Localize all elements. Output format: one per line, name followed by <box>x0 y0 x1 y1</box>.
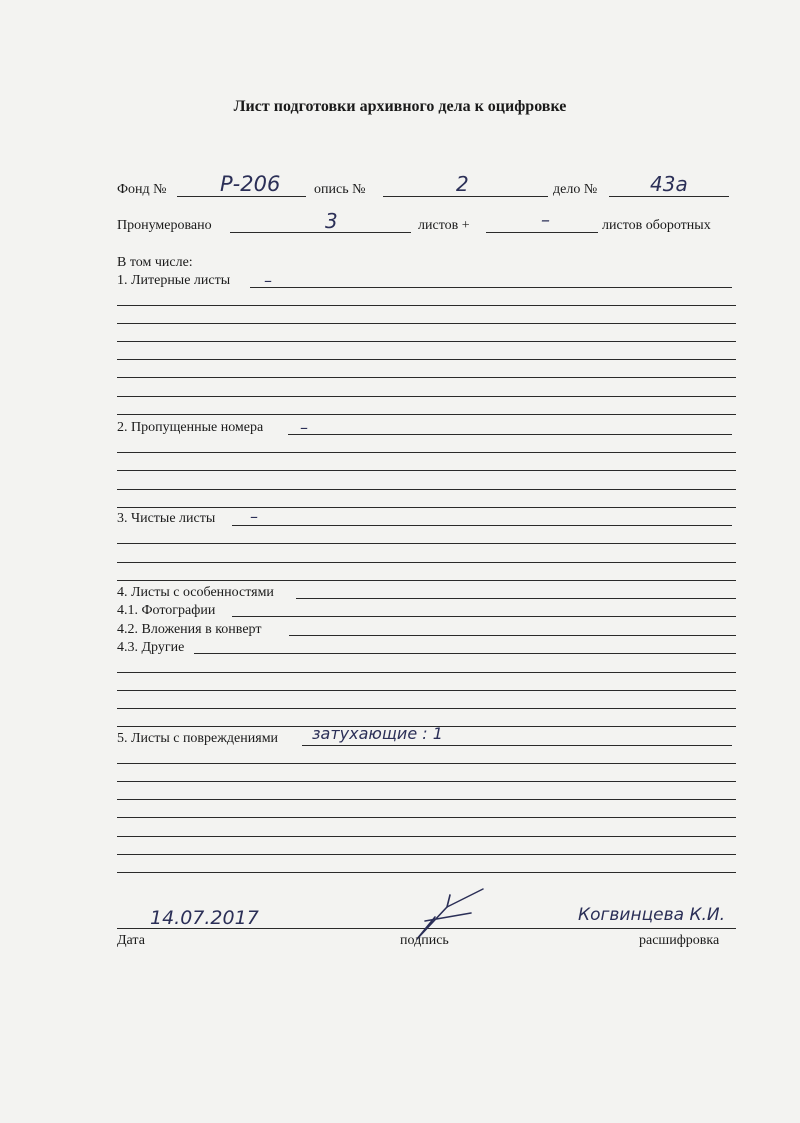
photos-line <box>232 616 736 617</box>
photos-label: 4.1. Фотографии <box>117 603 216 618</box>
blank-line <box>117 489 736 490</box>
special-sheets-line <box>296 598 736 599</box>
other-line <box>194 653 736 654</box>
special-sheets-label: 4. Листы с особенностями <box>117 585 274 600</box>
blank-line <box>117 414 736 415</box>
sheets-label: листов + <box>418 218 470 233</box>
opis-label: опись № <box>314 182 366 197</box>
blank-line <box>117 672 736 673</box>
blank-line <box>117 396 736 397</box>
reverse-line <box>486 232 598 233</box>
blank-line <box>117 305 736 306</box>
date-value: 14.07.2017 <box>150 907 259 929</box>
missing-numbers-label: 2. Пропущенные номера <box>117 420 264 435</box>
sheets-value: 3 <box>325 209 338 233</box>
blank-line <box>117 580 736 581</box>
including-label: В том числе: <box>117 255 193 270</box>
blank-line <box>117 690 736 691</box>
literal-sheets-line <box>250 287 732 288</box>
decoding-label: расшифровка <box>639 933 720 948</box>
opis-line <box>383 196 548 197</box>
blank-line <box>117 341 736 342</box>
decoding-value: Когвинцева К.И. <box>578 905 726 925</box>
missing-numbers-line <box>288 434 732 435</box>
blank-line <box>117 507 736 508</box>
blank-sheets-label: 3. Чистые листы <box>117 511 216 526</box>
delo-line <box>609 196 729 197</box>
document-title: Лист подготовки архивного дела к оцифровке <box>233 98 567 115</box>
blank-line <box>117 872 736 873</box>
numbered-line <box>230 232 411 233</box>
missing-numbers-value: – <box>300 418 308 437</box>
blank-line <box>117 763 736 764</box>
delo-value: 43а <box>650 172 688 196</box>
blank-line <box>117 562 736 563</box>
blank-sheets-line <box>232 525 732 526</box>
damaged-sheets-value: затухающие : 1 <box>312 724 443 743</box>
blank-line <box>117 359 736 360</box>
opis-value: 2 <box>456 172 469 196</box>
blank-line <box>117 323 736 324</box>
numbered-label: Пронумеровано <box>117 218 212 233</box>
signature-label: подпись <box>400 933 449 948</box>
other-label: 4.3. Другие <box>117 640 185 655</box>
blank-line <box>117 377 736 378</box>
blank-line <box>117 781 736 782</box>
reverse-label: листов оборотных <box>602 218 711 233</box>
blank-line <box>117 452 736 453</box>
literal-sheets-label: 1. Литерные листы <box>117 273 231 288</box>
blank-line <box>117 836 736 837</box>
blank-line <box>117 817 736 818</box>
fond-label: Фонд № <box>117 182 167 197</box>
fond-line <box>177 196 306 197</box>
literal-sheets-value: – <box>264 271 272 290</box>
damaged-sheets-line <box>302 745 732 746</box>
date-label: Дата <box>117 933 145 948</box>
envelope-line <box>289 635 736 636</box>
blank-line <box>117 854 736 855</box>
fond-value: Р-206 <box>220 172 281 196</box>
blank-line <box>117 708 736 709</box>
delo-label: дело № <box>553 182 598 197</box>
damaged-sheets-label: 5. Листы с повреждениями <box>117 731 279 746</box>
blank-line <box>117 799 736 800</box>
reverse-value: – <box>541 210 550 231</box>
envelope-label: 4.2. Вложения в конверт <box>117 622 262 637</box>
blank-line <box>117 543 736 544</box>
blank-line <box>117 470 736 471</box>
blank-sheets-value: – <box>250 507 258 526</box>
